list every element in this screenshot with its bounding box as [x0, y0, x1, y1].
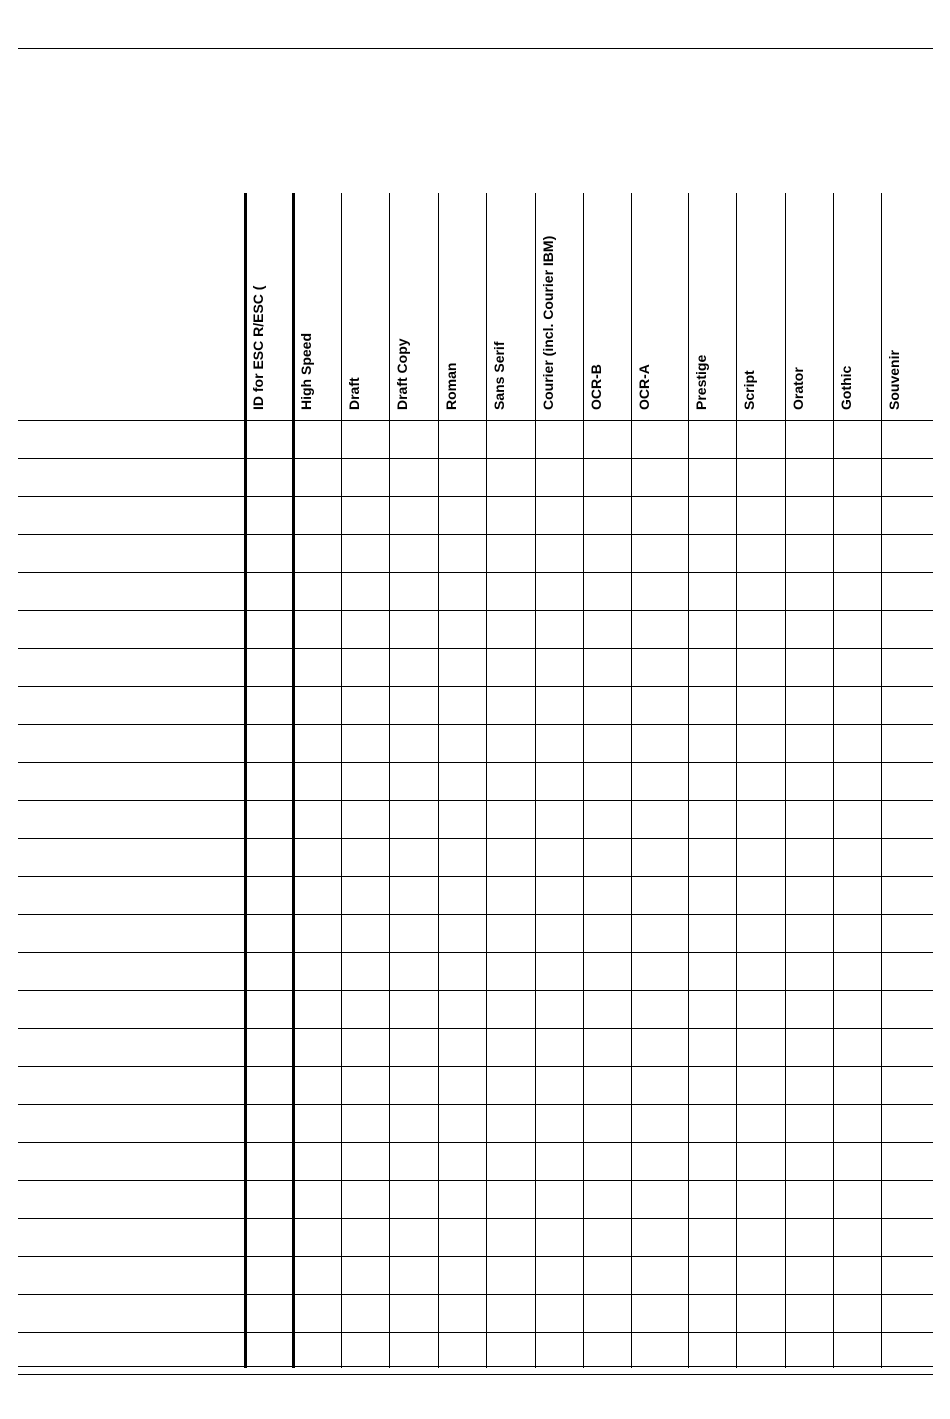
column-header: Roman	[443, 362, 459, 410]
column-header: Sans Serif	[491, 341, 507, 410]
column-header: High Speed	[298, 332, 314, 410]
column-header: ID for ESC R/ESC (	[250, 285, 266, 410]
column-header: Gothic	[838, 365, 854, 410]
bottom-rule	[18, 1366, 933, 1367]
column-header: OCR-A	[636, 364, 652, 410]
column-header: Draft	[346, 377, 362, 410]
column-header: Prestige	[693, 354, 709, 410]
column-header: OCR-B	[588, 364, 604, 410]
column-header: Souvenir	[886, 350, 902, 410]
column-header: Script	[741, 370, 757, 410]
column-header: Courier (incl. Courier IBM)	[540, 235, 556, 410]
bottom-rule-secondary	[18, 1374, 933, 1375]
column-header: Orator	[790, 367, 806, 410]
column-header: Draft Copy	[394, 338, 410, 410]
